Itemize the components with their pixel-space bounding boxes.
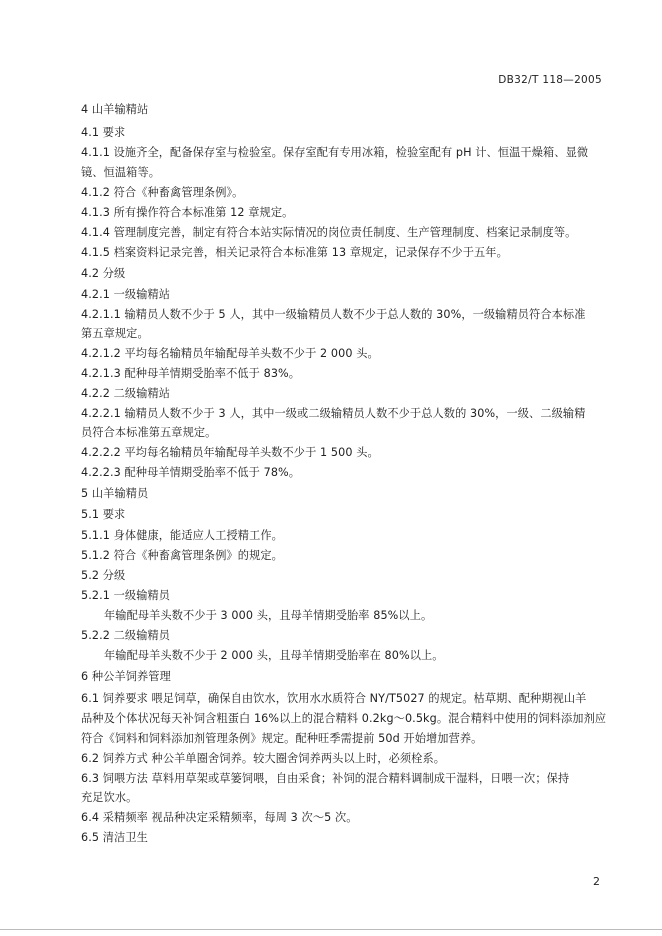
clause-6-3: 6.3 饲喂方法 草料用草架或草篓饲喂，自由采食；补饲的混合精料调制成干湿料，日喂一次；保持 [81,772,570,785]
page-bottom-divider [0,929,662,930]
clause-4-1-2: 4.1.2 符合《种畜禽管理条例》。 [81,186,244,199]
page-number: 2 [593,875,600,888]
document-header: DB32/T 118—2005 [498,74,602,86]
heading-4-2: 4.2 分级 [81,267,126,280]
clause-5-1-2: 5.1.2 符合《种畜禽管理条例》的规定。 [81,549,283,562]
clause-4-2-2-1: 4.2.2.1 输精员人数不少于 3 人，其中一级或二级输精员人数不少于总人数的 30%，一级、二级输精 [81,407,586,420]
clause-4-2-2-2: 4.2.2.2 平均每名输精员年输配母羊头数不少于 1 500 头。 [81,446,379,459]
clause-6-4: 6.4 采精频率 视品种决定采精频率，每周 3 次～5 次。 [81,811,358,824]
clause-4-1-3: 4.1.3 所有操作符合本标准第 12 章规定。 [81,206,294,219]
heading-5-2-1: 5.2.1 一级输精员 [81,589,171,602]
heading-4-2-1: 4.2.1 一级输精站 [81,288,171,301]
clause-6-2: 6.2 饲养方式 种公羊单圈舍饲养。较大圈舍饲养两头以上时，必须栓系。 [81,752,446,765]
heading-4-2-2: 4.2.2 二级输精站 [81,387,171,400]
clause-5-1-1: 5.1.1 身体健康，能适应人工授精工作。 [81,529,283,542]
heading-4-1: 4.1 要求 [81,126,126,139]
clause-4-2-2-3: 4.2.2.3 配种母羊情期受胎率不低于 78%。 [81,466,301,479]
heading-4: 4 山羊输精站 [81,103,149,116]
heading-6: 6 种公羊饲养管理 [81,670,171,683]
clause-4-2-1-3: 4.2.1.3 配种母羊情期受胎率不低于 83%。 [81,367,301,380]
heading-5-1: 5.1 要求 [81,508,126,521]
clause-4-2-1-1: 4.2.1.1 输精员人数不少于 5 人，其中一级输精员人数不少于总人数的 30%，一级输精员符合本标准 [81,308,586,321]
clause-4-1-4: 4.1.4 管理制度完善，制定有符合本站实际情况的岗位责任制度、生产管理制度、档案记录制度等。 [81,226,577,239]
heading-6-5: 6.5 清洁卫生 [81,831,148,844]
heading-5-2: 5.2 分级 [81,569,126,582]
heading-5: 5 山羊输精员 [81,487,149,500]
clause-4-2-1-2: 4.2.1.2 平均每名输精员年输配母羊头数不少于 2 000 头。 [81,347,379,360]
clause-6-3-cont: 充足饮水。 [81,791,138,804]
clause-4-1-1: 4.1.1 设施齐全，配备保存室与检验室。保存室配有专用冰箱，检验室配有 pH 计、恒温干燥箱、显微 [81,146,589,159]
clause-6-1-cont-1: 品种及个体状况每天补饲含粗蛋白 16%以上的混合精料 0.2kg～0.5kg。混合精料中使用的饲料添加剂应 [81,712,607,725]
heading-5-2-2: 5.2.2 二级输精员 [81,629,171,642]
clause-6-1: 6.1 饲养要求 喂足饲草，确保自由饮水，饮用水水质符合 NY/T5027 的规定。枯草期、配种期视山羊 [81,692,587,705]
clause-6-1-cont-2: 符合《饲料和饲料添加剂管理条例》规定。配种旺季需提前 50d 开始增加营养。 [81,732,483,745]
clause-5-2-1-body: 年输配母羊头数不少于 3 000 头，且母羊情期受胎率 85%以上。 [104,609,433,622]
clause-4-2-2-1-cont: 员符合本标准第五章规定。 [81,426,217,439]
clause-4-2-1-1-cont: 第五章规定。 [81,327,149,340]
clause-4-1-1-cont: 镜、恒温箱等。 [81,166,161,179]
clause-5-2-2-body: 年输配母羊头数不少于 2 000 头，且母羊情期受胎率在 80%以上。 [104,649,444,662]
clause-4-1-5: 4.1.5 档案资料记录完善，相关记录符合本标准第 13 章规定，记录保存不少于五年。 [81,246,508,259]
